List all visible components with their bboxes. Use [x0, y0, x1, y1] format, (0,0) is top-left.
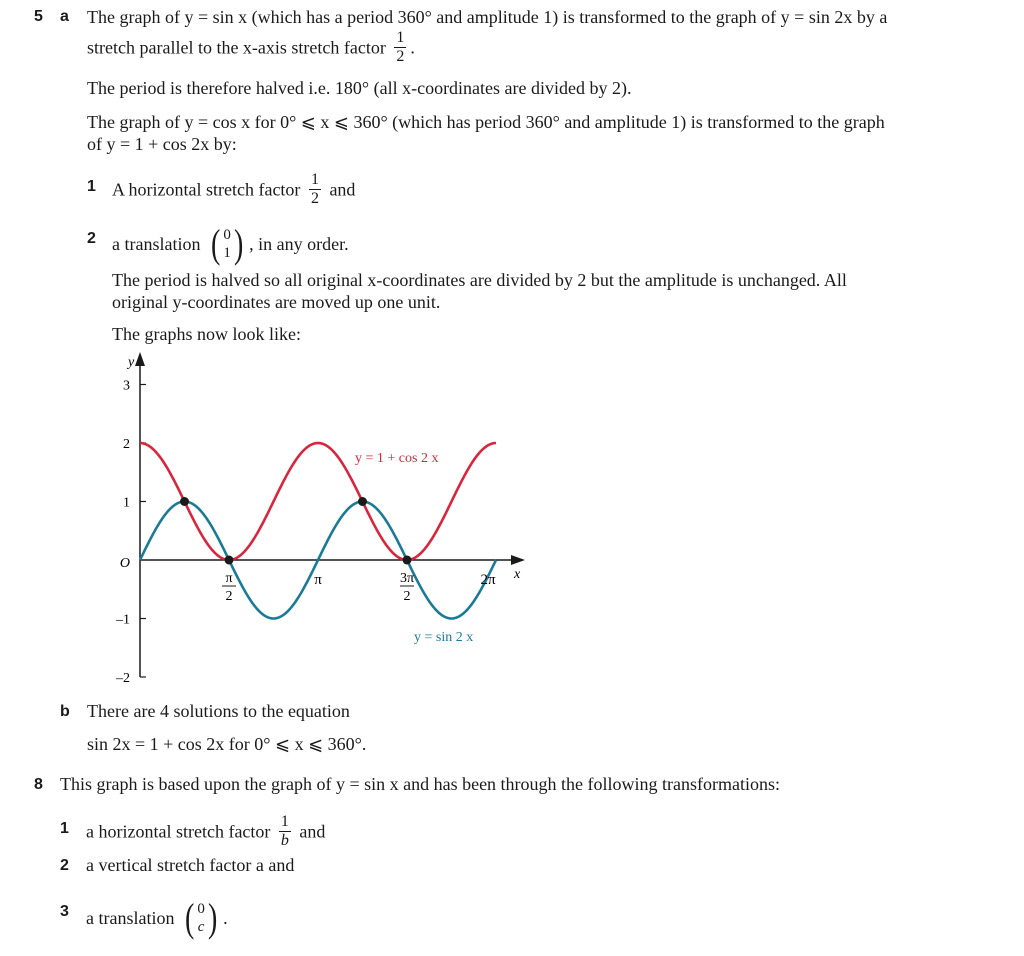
- y-axis-label: y: [128, 355, 135, 370]
- q5-step2: [112, 221, 349, 266]
- y-tick-label: 2: [123, 437, 130, 452]
- y-tick-label: O: [119, 556, 130, 571]
- q5a-line2-text: stretch parallel to the x-axis stretch factor: [87, 37, 386, 58]
- step-number: 1: [60, 820, 69, 837]
- q5-para1-line2: original y-coordinates are moved up one unit.: [112, 292, 441, 312]
- vector-bottom: c: [197, 919, 205, 935]
- x-tick-label: 2π: [480, 572, 496, 588]
- step-number: 2: [60, 857, 69, 874]
- x-axis-label: x: [514, 567, 521, 582]
- step1-end: and: [299, 821, 326, 842]
- column-vector: ( 0 c ): [184, 895, 218, 940]
- y-tick-label: –2: [116, 671, 130, 686]
- fraction-denominator: b: [280, 832, 289, 849]
- intersection-point: [225, 556, 234, 565]
- q5a-line2: [87, 29, 415, 67]
- q8-step1: [86, 813, 326, 851]
- vector-top: 0: [223, 227, 231, 243]
- intersection-point: [403, 556, 412, 565]
- x-tick-label-denominator: 2: [225, 589, 233, 604]
- y-tick-label: –1: [116, 612, 130, 628]
- q5b-line2: sin 2x = 1 + cos 2x for 0° ⩽ x ⩽ 360°.: [87, 734, 367, 754]
- x-axis-arrow: [511, 555, 525, 565]
- question-number: 8: [34, 776, 43, 793]
- fraction-denominator: 2: [310, 190, 319, 207]
- q5b-line1: There are 4 solutions to the equation: [87, 701, 350, 721]
- q5-para1-line1: The period is halved so all original x-coordinates are divided by 2 but the amplitude is unchanged. All: [112, 270, 847, 290]
- fraction: [309, 172, 321, 207]
- q5a-line4: The graph of y = cos x for 0° ⩽ x ⩽ 360° (which has period 360° and amplitude 1) is transformed to the graph: [87, 112, 885, 132]
- x-tick-label: π: [314, 572, 322, 588]
- y-tick-label: 1: [123, 495, 130, 511]
- step1-text: a horizontal stretch factor: [86, 821, 271, 842]
- intersection-point: [358, 497, 367, 506]
- step-number: 2: [87, 230, 96, 247]
- step3-text: a translation: [86, 908, 175, 929]
- q8-step2: a vertical stretch factor a and: [86, 855, 295, 875]
- series-label-teal: y = sin 2 x: [414, 630, 474, 645]
- fraction-numerator: 1: [396, 29, 405, 46]
- q5a-line2-end: .: [410, 37, 415, 58]
- q5a-line5: of y = 1 + cos 2x by:: [87, 134, 237, 154]
- red-curve-1-plus-cos-2x: [140, 443, 496, 560]
- fraction-denominator: 2: [396, 48, 405, 65]
- x-tick-label-numerator: π: [225, 571, 233, 586]
- fraction: [394, 30, 406, 65]
- y-axis-arrow: [135, 352, 145, 366]
- question-number: 5: [34, 8, 43, 25]
- fraction-numerator: 1: [280, 813, 289, 830]
- step3-end: .: [223, 908, 228, 929]
- step2-end: , in any order.: [249, 234, 349, 255]
- intersection-point: [180, 497, 189, 506]
- vector-bottom: 1: [223, 245, 231, 261]
- part-label-b: b: [60, 703, 70, 720]
- series-label-red: y = 1 + cos 2 x: [355, 451, 439, 466]
- q5a-line1: The graph of y = sin x (which has a period 360° and amplitude 1) is transformed to the graph of y = sin 2x by a: [87, 7, 888, 27]
- x-tick-label-numerator: 3π: [399, 571, 415, 586]
- x-tick-label-denominator: 2: [403, 589, 411, 604]
- step1-text: A horizontal stretch factor: [112, 179, 301, 200]
- q8-line1: This graph is based upon the graph of y = sin x and has been through the following transformations:: [60, 774, 781, 794]
- part-label-a: a: [60, 8, 69, 25]
- trig-graph: [100, 348, 530, 693]
- q5a-line3: The period is therefore halved i.e. 180° (all x-coordinates are divided by 2).: [87, 78, 632, 98]
- fraction: [279, 814, 291, 849]
- step-number: 1: [87, 178, 96, 195]
- step2-text: a translation: [112, 234, 201, 255]
- vector-top: 0: [197, 901, 205, 917]
- q5-step1: [112, 171, 356, 209]
- q5-para2: The graphs now look like:: [112, 324, 301, 344]
- y-tick-label: 3: [123, 378, 130, 394]
- q8-step3: [86, 895, 228, 940]
- step1-end: and: [329, 179, 356, 200]
- column-vector: ( 0 1 ): [210, 221, 244, 266]
- fraction-numerator: 1: [310, 171, 319, 188]
- step-number: 3: [60, 903, 69, 920]
